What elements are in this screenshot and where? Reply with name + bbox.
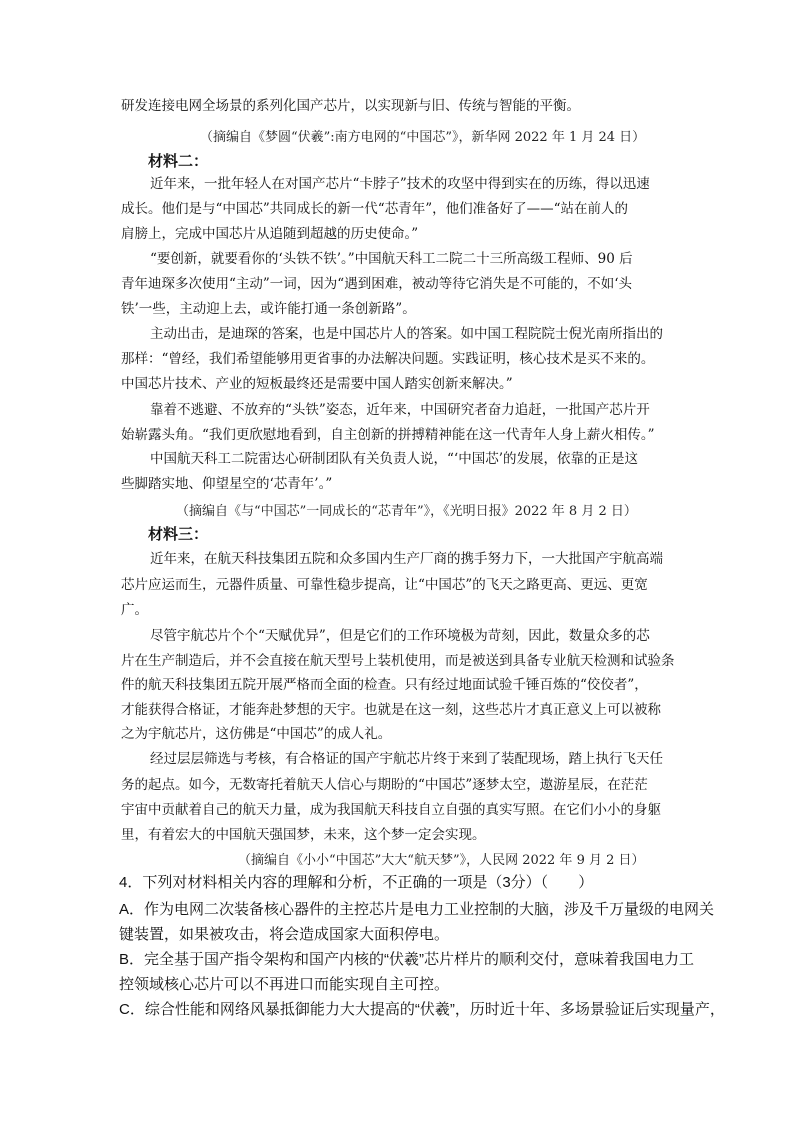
m2-p1-line1: 近年来，一批年轻人在对国产芯片“卡脖子”技术的攻坚中得到实在的历练，得以迅速: [150, 176, 650, 192]
m3-p1-line3: 广。: [121, 602, 148, 618]
intro-line: 研发连接电网全场景的系列化国产芯片，以实现新与旧、传统与智能的平衡。: [121, 98, 580, 114]
m2-p2-line1: “要创新，就要看你的‘头铁不铁’。”中国航天科工二院二十三所高级工程师、90 后: [150, 251, 633, 267]
m2-p3-line1: 主动出击，是迪琛的答案，也是中国芯片人的答案。如中国工程院院士倪光南所指出的: [150, 326, 663, 342]
option-a-line2: 键装置，如果被攻击，将会造成国家大面积停电。: [119, 926, 450, 943]
m3-p1-line1: 近年来，在航天科技集团五院和众多国内生产厂商的携手努力下，一大批国产宇航高端: [150, 551, 663, 567]
m2-p3-line2: 那样：“曾经，我们希望能够用更省事的办法解决问题。实践证明，核心技术是买不来的。: [121, 351, 655, 367]
option-b-line1: B．完全基于国产指令架构和国产内核的“伏羲”芯片样片的顺利交付，意味着我国电力工: [119, 951, 694, 968]
m2-p5-line1: 中国航天科工二院雷达心研制团队有关负责人说，“‘中国芯’的发展，依靠的正是这: [150, 451, 638, 467]
option-b-line2: 控领域核心芯片可以不再进口而能实现自主可控。: [119, 976, 450, 993]
m3-p1-line2: 芯片应运而生，元器件质量、可靠性稳步提高，让“中国芯”的飞天之路更高、更远、更宽: [121, 577, 648, 593]
m3-p2-line1: 尽管宇航芯片个个“天赋优异”，但是它们的工作环境极为苛刻，因此，数量众多的芯: [150, 628, 650, 644]
m2-p2-line3: 铁’一些，主动迎上去，或许能打通一条创新路”。: [121, 301, 416, 317]
m3-p2-line4: 才能获得合格证，才能奔赴梦想的天宇。也就是在这一刻，这些芯片才真正意义上可以被称: [121, 702, 661, 718]
m3-p2-line5: 之为宇航芯片，这仿佛是“中国芯”的成人礼。: [121, 726, 392, 742]
material-2-heading: 材料二：: [148, 152, 209, 170]
m3-p3-line1: 经过层层筛选与考核，有合格证的国产宇航芯片终于来到了装配现场，踏上执行飞天任: [150, 751, 663, 767]
m2-p4-line1: 靠着不逃避、不放弃的“头铁”姿态，近年来，中国研究者奋力追赶，一批国产芯片开: [150, 402, 650, 418]
m2-p4-line2: 始崭露头角。“我们更欣慰地看到，自主创新的拼搏精神能在这一代青年人身上薪火相传。”: [121, 427, 655, 443]
m2-p1-line2: 成长。他们是与“中国芯”共同成长的新一代“芯青年”，他们准备好了——“站在前人的: [121, 201, 629, 217]
question-stem: 4．下列对材料相关内容的理解和分析，不正确的一项是（3分）（ ）: [119, 874, 594, 891]
material-3-citation: （摘编自《小小“中国芯”大大“航天梦”》，人民网 2022 年 9 月 2 日）: [238, 853, 645, 868]
m3-p3-line4: 里，有着宏大的中国航天强国梦，未来，这个梦一定会实现。: [121, 827, 486, 843]
m2-p3-line3: 中国芯片技术、产业的短板最终还是需要中国人踏实创新来解决。”: [121, 376, 513, 392]
m3-p3-line2: 务的起点。如今，无数寄托着航天人信心与期盼的“中国芯”逐梦太空，遨游星辰，在茫茫: [121, 777, 648, 793]
m2-p2-line2: 青年迪琛多次使用“主动”一词，因为“遇到困难，被动等待它消失是不可能的，不如‘头: [121, 276, 632, 292]
m3-p2-line2: 片在生产制造后，并不会直接在航天型号上装机使用，而是被送到具备专业航天检测和试验条: [121, 653, 675, 669]
citation-1: （摘编自《梦圆“伏羲”:南方电网的“中国芯”》，新华网 2022 年 1 月 24 日）: [200, 130, 646, 145]
m3-p3-line3: 宇宙中贡献着自己的航天力量，成为我国航天科技自立自强的真实写照。在它们小小的身躯: [121, 802, 661, 818]
option-a-line1: A．作为电网二次装备核心器件的主控芯片是电力工业控制的大脑，涉及千万量级的电网关: [119, 901, 715, 918]
m2-p1-line3: 肩膀上，完成中国芯片从追随到超越的历史使命。”: [121, 226, 419, 242]
m3-p2-line3: 件的航天科技集团五院开展严格而全面的检查。只有经过地面试验千锤百炼的“佼佼者”，: [121, 677, 648, 693]
option-c-line1: C．综合性能和网络风暴抵御能力大大提高的“伏羲”，历时近十年、多场景验证后实现量产，: [119, 1001, 725, 1018]
material-3-heading: 材料三：: [148, 525, 209, 543]
material-2-citation: （摘编自《与“中国芯”一同成长的“芯青年”》，《光明日报》2022 年 8 月 2 日）: [176, 504, 637, 519]
m2-p5-line2: 些脚踏实地、仰望星空的‘芯青年’。”: [121, 476, 333, 492]
